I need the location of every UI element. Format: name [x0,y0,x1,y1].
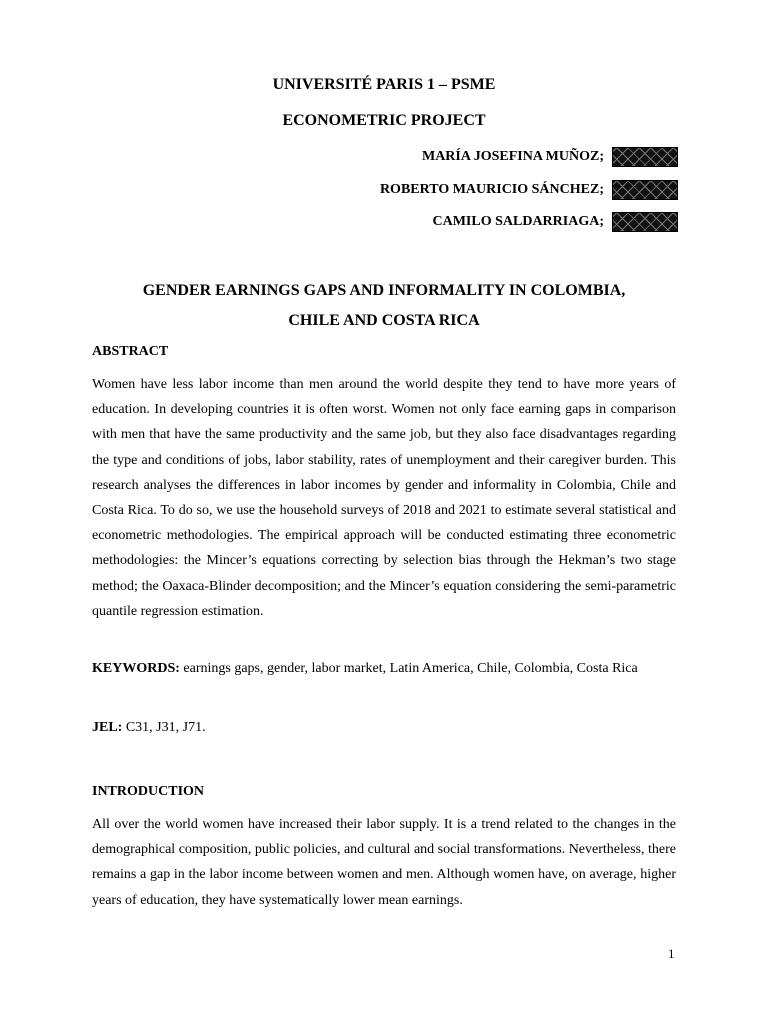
redacted-block [612,147,678,167]
author-name: CAMILO SALDARRIAGA; [432,214,604,229]
introduction-heading: INTRODUCTION [92,784,205,799]
author-name: ROBERTO MAURICIO SÁNCHEZ; [379,182,604,197]
jel-label: JEL: [92,720,123,735]
paper-title [90,276,678,336]
redacted-block [612,180,678,200]
keywords-paragraph [92,656,676,681]
introduction-body: All over the world women have increased their labor supply. It is a trend related to the changes in the demographical composition, public policies, and cultural and social transformations. Nevertheless, there remains a gap in the labor income between women and men. Although women have, on average, higher years of education, they have systematically lower mean earnings. [92,817,676,908]
author-line [380,179,678,201]
keywords-label: KEYWORDS: [92,661,180,676]
keywords-text: earnings gaps, gender, labor market, Latin America, Chile, Colombia, Costa Rica [179,661,638,676]
paper-title-line-2: CHILE AND COSTA RICA [288,312,480,329]
abstract-body: Women have less labor income than men around the world despite they tend to have more years of education. In developing countries it is often worst. Women not only face earning gaps in comparison with men that have the same productivity and the same job, but they also face disadvantages regarding the type and conditions of jobs, labor stability, rates of unemployment and their caregiver burden. This research analyses the differences in labor incomes by gender and informality in Colombia, Chile and Costa Rica. To do so, we use the household surveys of 2018 and 2021 to estimate several statistical and econometric methodologies. The empirical approach will be conducted estimating three econometric methodologies: the Mincer’s equations correcting by selection bias through the Hekman’s two stage method; the Oaxaca-Blinder decomposition; and the Mincer’s equation considering the semi-parametric quantile regression estimation. [92,377,676,619]
project-label: ECONOMETRIC PROJECT [282,112,486,129]
author-name: MARÍA JOSEFINA MUÑOZ; [421,149,604,164]
author-line [422,146,678,168]
jel-codes: C31, J31, J71. [122,720,206,735]
author-line [432,211,678,233]
abstract-heading: ABSTRACT [92,344,169,359]
redacted-block [612,212,678,232]
page-number: 1 [668,946,675,961]
jel-paragraph [92,715,676,740]
university-name: UNIVERSITÉ PARIS 1 – PSME [272,76,496,93]
paper-title-line-1: GENDER EARNINGS GAPS AND INFORMALITY IN COLOMBIA, [142,282,626,299]
